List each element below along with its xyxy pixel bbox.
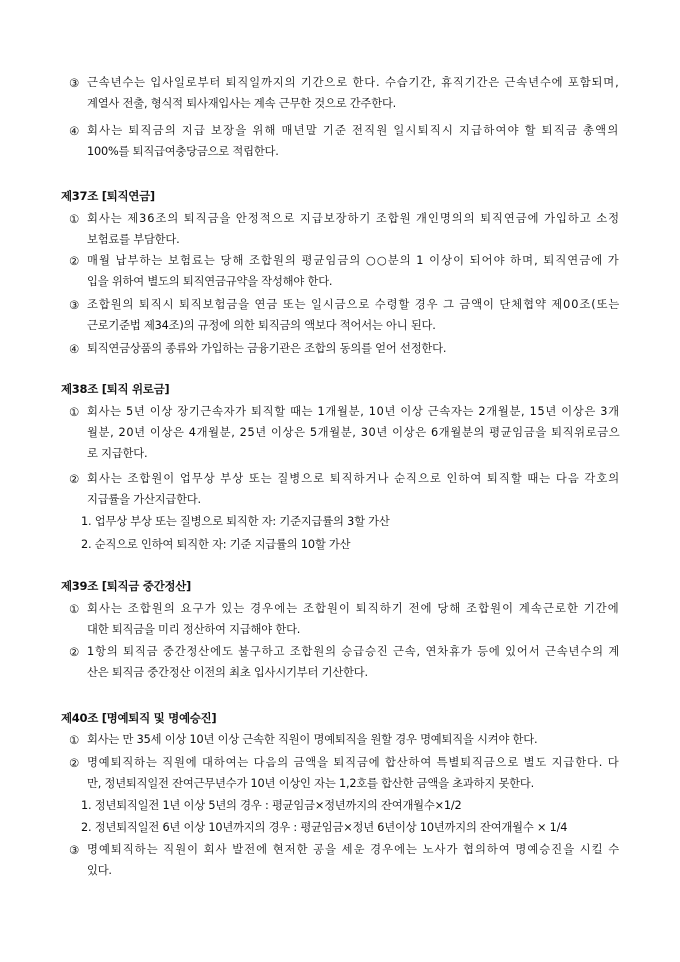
item-text: 명예퇴직하는 직원에 대하여는 다음의 금액을 퇴직금에 합산하여 특별퇴직금으로 별도 지급한다. 다 xyxy=(87,756,620,769)
item-marker: ③ xyxy=(69,76,80,90)
article-heading: 제37조 [퇴직연금] xyxy=(61,189,155,203)
item-marker: ① xyxy=(69,405,80,419)
item-text: 근속년수는 입사일로부터 퇴직일까지의 기간으로 한다. 수습기간, 휴직기간은 근속년수에 포함되며, xyxy=(87,76,620,89)
item-marker: ① xyxy=(69,602,80,616)
item-marker: ④ xyxy=(69,342,80,356)
article-heading: 제38조 [퇴직 위로금] xyxy=(61,382,170,396)
sub-item: 2. 정년퇴직일전 6년 이상 10년까지의 경우 : 평균임금×정년 6년이상 10년까지의 잔여개월수 × 1/4 xyxy=(81,821,568,834)
item-text: 회사는 조합원이 업무상 부상 또는 질병으로 퇴직하거나 순직으로 인하여 퇴직할 때는 다음 각호의 xyxy=(87,472,621,485)
item-text: 퇴직연금상품의 종류와 가입하는 금융기관은 조합의 동의를 얻어 선정한다. xyxy=(87,342,447,355)
item-text: 명예퇴직하는 직원이 회사 발전에 현저한 공을 세운 경우에는 노사가 협의하여 명예승진을 시킬 수 xyxy=(87,843,621,856)
article-heading: 제40조 [명예퇴직 및 명예승진] xyxy=(61,711,217,725)
item-marker: ② xyxy=(69,756,80,770)
item-marker: ① xyxy=(69,733,80,747)
item-text-continuation: 보험료를 부담한다. xyxy=(87,233,180,246)
item-text-continuation: 로 지급한다. xyxy=(87,447,148,460)
item-text-continuation: 100%를 퇴직급여충당금으로 적립한다. xyxy=(87,145,279,158)
item-text-continuation: 지급률을 가산지급한다. xyxy=(87,493,201,506)
item-text-continuation: 입을 위하여 별도의 퇴직연금규약을 작성해야 한다. xyxy=(87,275,333,288)
item-marker: ② xyxy=(69,472,80,486)
item-text: 회사는 만 35세 이상 10년 이상 근속한 직원이 명예퇴직을 원할 경우 명예퇴직을 시켜야 한다. xyxy=(87,733,538,746)
item-text-continuation: 근로기준법 제34조)의 규정에 의한 퇴직금의 액보다 적어서는 아니 된다. xyxy=(87,319,436,332)
item-marker: ② xyxy=(69,645,80,659)
item-marker: ① xyxy=(69,212,80,226)
item-marker: ③ xyxy=(69,843,80,857)
item-text: 회사는 제36조의 퇴직금을 안정적으로 지급보장하기 조합원 개인명의의 퇴직연금에 가입하고 소정 xyxy=(87,212,620,225)
sub-item: 1. 업무상 부상 또는 질병으로 퇴직한 자: 기준지급률의 3할 가산 xyxy=(81,515,390,528)
item-text-continuation: 대한 퇴직금을 미리 정산하여 지급해야 한다. xyxy=(87,623,301,636)
item-text-continuation: 계열사 전출, 형식적 퇴사재입사는 계속 근무한 것으로 간주한다. xyxy=(87,97,397,110)
sub-item: 2. 순직으로 인하여 퇴직한 자: 기준 지급률의 10할 가산 xyxy=(81,538,351,551)
item-marker: ② xyxy=(69,254,80,268)
item-text: 회사는 퇴직금의 지급 보장을 위해 매년말 기준 전직원 일시퇴직시 지급하여야 할 퇴직금 총액의 xyxy=(87,124,620,137)
article-heading: 제39조 [퇴직금 중간정산] xyxy=(61,579,192,593)
sub-item: 1. 정년퇴직일전 1년 이상 5년의 경우 : 평균임금×정년까지의 잔여개월수×1/2 xyxy=(81,799,462,812)
item-text-continuation: 월분, 20년 이상은 4개월분, 25년 이상은 5개월분, 30년 이상은 6개월분의 평균임금을 퇴직위로금으 xyxy=(87,426,621,439)
item-text: 회사는 조합원의 요구가 있는 경우에는 조합원이 퇴직하기 전에 당해 조합원이 계속근로한 기간에 xyxy=(87,602,620,615)
item-text: 조합원의 퇴직시 퇴직보험금을 연금 또는 일시금으로 수령할 경우 그 금액이 단체협약 제00조(또는 xyxy=(87,298,621,311)
item-marker: ④ xyxy=(69,124,80,138)
item-text: 매월 납부하는 보험료는 당해 조합원의 평균임금의 ○○분의 1 이상이 되어야 하며, 퇴직연금에 가 xyxy=(87,254,620,267)
item-text: 1항의 퇴직금 중간정산에도 불구하고 조합원의 승급승진 근속, 연차휴가 등에 있어서 근속년수의 계 xyxy=(87,645,621,658)
item-marker: ③ xyxy=(69,298,80,312)
item-text-continuation: 있다. xyxy=(87,864,112,877)
item-text: 회사는 5년 이상 장기근속자가 퇴직할 때는 1개월분, 10년 이상 근속자는 2개월분, 15년 이상은 3개 xyxy=(87,405,620,418)
item-text-continuation: 산은 퇴직금 중간정산 이전의 최초 입사시기부터 기산한다. xyxy=(87,666,368,679)
item-text-continuation: 만, 정년퇴직일전 잔여근무년수가 10년 이상인 자는 1,2호를 합산한 금액을 초과하지 못한다. xyxy=(87,777,534,790)
